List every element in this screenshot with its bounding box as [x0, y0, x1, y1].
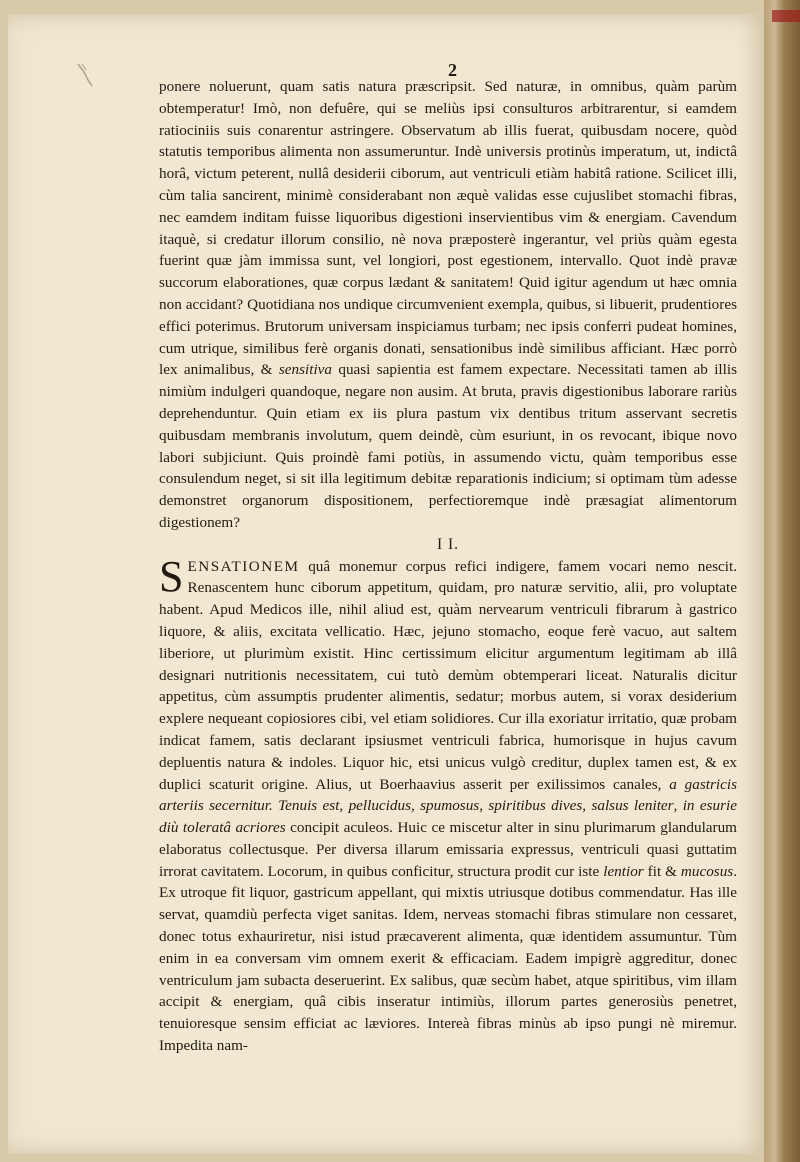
italic-phrase: spiritibus dives [488, 797, 583, 815]
opening-caps: ENSATIONEM [187, 557, 300, 575]
section-heading: I I. [436, 535, 460, 553]
book-spine-edge [764, 0, 800, 1162]
ink-mark-icon [74, 60, 98, 90]
text-run: , [673, 797, 683, 815]
italic-phrase: lentior [603, 862, 644, 880]
text-run: , [582, 797, 592, 815]
drop-cap-letter: S [159, 551, 184, 601]
page-number: 2 [448, 60, 457, 80]
text-run: ponere noluerunt, quam satis natura præscripsit. Sed naturæ, in omnibus, quàm parùm obtemperatur! Imò, non defuêre, qui se meliùs ipsi consulturos arbitrarentur, si eamdem ratiociniis suis conarentur astringere. Observatum ab illis fuerat, quibusdam nocere, quòd statutis temporibus alimenta non assumeruntur. Indè universis protinùs imperatum, ut, indictâ horâ, victum peterent, nullâ desiderii ciborum, aut ventriculi etiàm habitâ ratione. Scilicet illi, cùm talia sancirent, minimè considerabant non æquè validas esse cujuslibet stomachi fibras, nec eamdem inditam fuisse liquoribus digestioni inservientibus vim & energiam. Cavendum itaquè, si credatur illorum consilio, nè nova præposterè ingerantur, vel priùs quàm egesta fuerint quæ jàm immissa sunt, vel longiori, post egestionem, intervallo. Quot indè pravæ succorum elaborationes, quæ corpus lædant & sanitatem! Quid igitur agendum ut hæc omnia non accidant? Quotidiana nos undique circumvenient exempla, quibus, si libuerit, prudentiores effici poterimus. Brutorum universam inspiciamus turbam; nec ipsis conferri pudeat homines, cum utrique, similibus ferè organis donati, sensationibus indè similibus afficiant. Hæc porrò lex animalibus, & [159, 78, 737, 379]
text-run: fit & [643, 862, 681, 880]
italic-phrase: pellucidus [348, 797, 411, 815]
italic-phrase: in esurie diù toleratâ acriores [159, 797, 737, 837]
text-run: quasi sapientia est famem expectare. Necessitati tamen ab illis nimiùm indulgeri quandoque, negare non ausim. At bruta, pravis digestionibus laborare rariùs deprehenduntur. Quin etiam ex iis plura pastum vix dentibus tritum asservant secretis quibusdam membranis involutum, quem deindè, cùm esuriunt, in os revocant, ibique novo labori subjiciunt. Quis proindè fami potiùs, in assumendo victu, quàm temporibus esse consulendum neget, si sit illa legitimum debitæ reparationis indicium; si optimam tùm adesse demonstret organorum dispositionem, perfectioremque indè præsagiat alimentorum digestionem? [159, 361, 737, 531]
text-run: , [339, 797, 349, 815]
text-run: , [479, 797, 489, 815]
italic-phrase: mucosus [680, 862, 734, 880]
main-text [159, 62, 737, 1057]
italic-phrase: sensitiva [278, 361, 332, 379]
edge-tab-mark [772, 10, 800, 22]
text-run: , [411, 797, 421, 815]
paragraph-2 [159, 551, 737, 1057]
italic-phrase: spumosus [420, 797, 480, 815]
paragraph-1 [159, 76, 737, 534]
text-run: . Ex utroque fit liquor, gastricum appellant, qui mixtis utriusque dotibus commendatur. Has ille servat, quamdiù perfecta viget sanitas. Idem, nerveas stomachi fibras stimulare non cessaret, donec totus exhauriretur, nisi istud præcaverent alimenta, quæ identidem assumuntur. Tùm enim in ea conversam vim omnem exerit & efficaciam. Eadem impigrè aggreditur, donec ventriculum jam subacta deseruerint. Ex salibus, quæ secùm habet, atque spiritibus, vim illam accipit & energiam, quâ cibis inseratur intimiùs, illorum partes generosiùs penetret, tenuioresque sensim efficiat ac læviores. Intereà fibras minùs ab ipso pungi nè miremur. Impedita nam- [159, 862, 737, 1055]
text-run: quâ monemur corpus refici indigere, famem vocari nemo nescit. Renascentem hunc ciborum appetitum, quidam, pro naturæ servitio, alii, pro voluptate habent. Apud Medicos ille, nihil aliud est, quàm nervearum ventriculi fibrarum à gastrico liquore, & aliis, excitata vellicatio. Hæc, jejuno stomacho, eoque ferè vacuo, aut saltem liberiore, ut plurimùm existit. Hinc certissimum elicitur argumentum legitimam ab illâ designari nutritionis necessitatem, cui tutò demùm obtemperari liceat. Naturalis dicitur appetitus, cùm assumptis prudenter alimentis, sedatur; morbus autem, si vorax desiderium explere nequeant copiosiores cibi, vel etiam solidiores. Cur illa exoriatur irritatio, quæ probam indicat famem, satis declarant ipsiusmet ventriculi fabrica, humorisque in hujus cavum depluentis natura & indoles. Liquor hic, etsi unicus vulgò creditur, duplex tamen est, & ex duplici scaturit origine. Alius, ut Boerhaavius asserit per exilissimos canales, [159, 557, 737, 793]
italic-phrase: salsus leniter [591, 797, 674, 815]
italic-phrase: a gastricis arteriis secernitur. Tenuis est [159, 775, 737, 815]
text-run: concipit aculeos. Huic ce miscetur alter in sinu plurimarum glandularum elaboratus collectusque. Per diversa illarum emissaria expressus, ventriculi quasi guttatim irrorat cavitatem. Locorum, in quibus conficitur, structura prodit cur iste [159, 819, 737, 880]
